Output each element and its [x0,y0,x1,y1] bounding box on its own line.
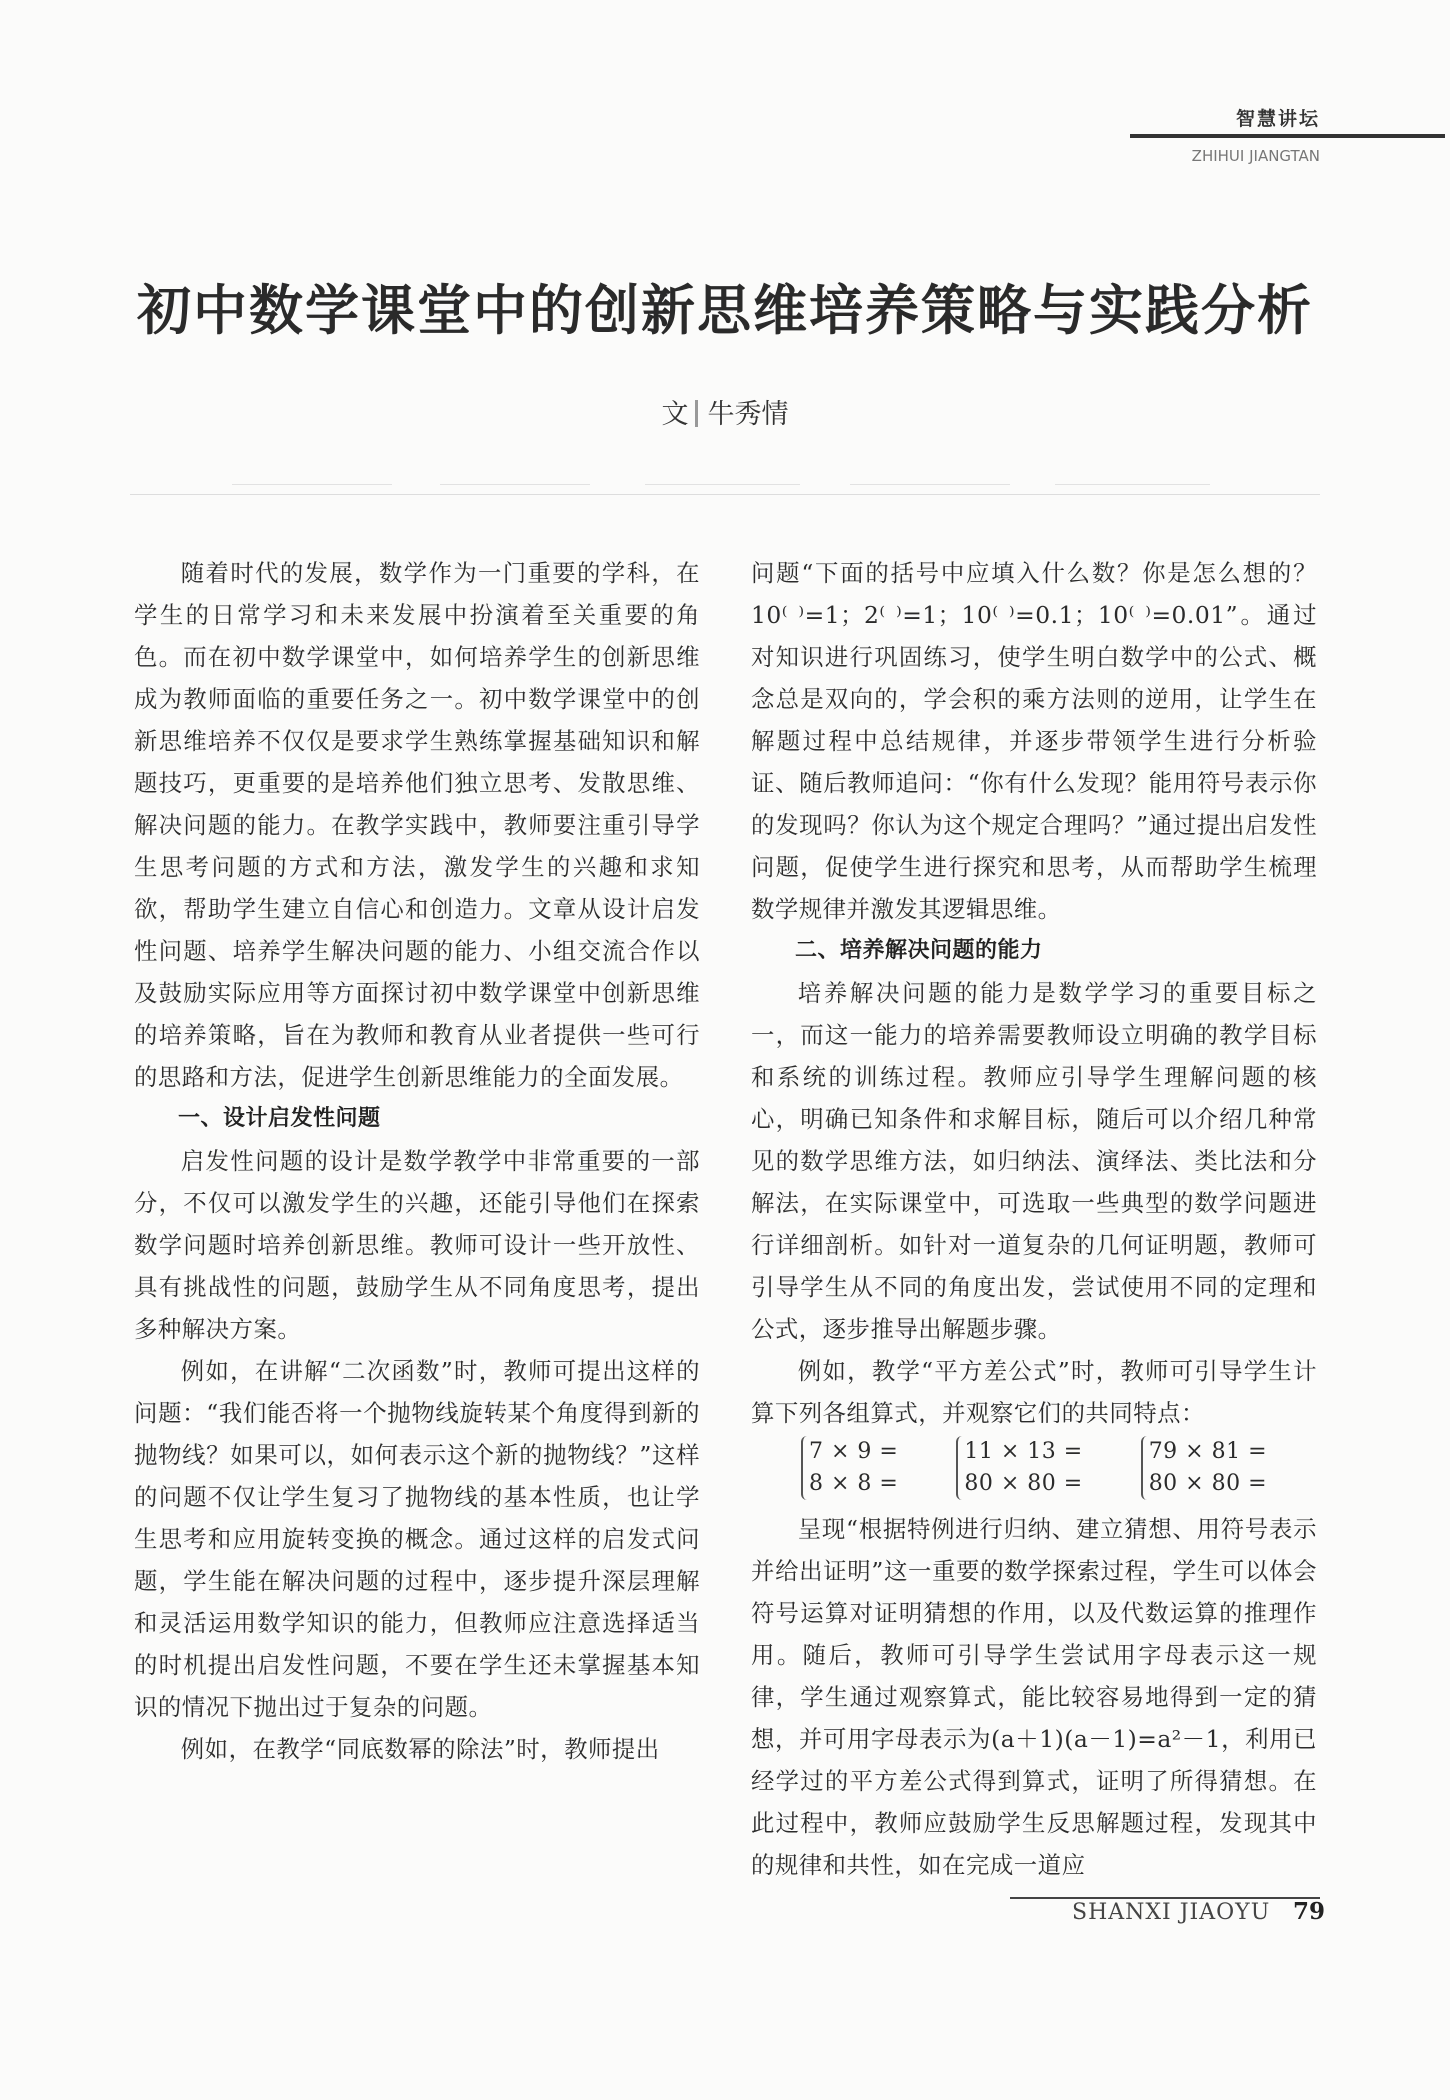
title-separator [130,494,1320,495]
header-rule [1130,134,1445,138]
paragraph: 例如，教学“平方差公式”时，教师可引导学生计算下列各组算式，并观察它们的共同特点： [751,1357,1317,1427]
paragraph: 例如，在讲解“二次函数”时，教师可提出这样的问题：“我们能否将一个抛物线旋转某个角度得到新的抛物线？如果可以，如何表示这个新的抛物线？”这样的问题不仅让学生复习了抛物线的基本性质，也让学生思考和应用旋转变换的概念。通过这样的启发式问题，学生能在解决问题的过程中，逐步提升深层理解和灵活运用数学知识的能力，但教师应注意选择适当的时机提出启发性问题，不要在学生还未掌握基本知识的情况下抛出过于复杂的问题。 [134,1357,700,1721]
math-expression: 11 × 13 = [964,1439,1083,1464]
math-expression: 79 × 81 = [1148,1439,1268,1464]
column-header-en: ZHIHUI JIANGTAN [1191,147,1320,165]
separator-segment [645,484,800,485]
math-group [956,1436,1082,1500]
paragraph: 例如，在教学“同底数幂的除法”时，教师提出 [180,1735,660,1763]
page-number: 79 [1293,1898,1326,1925]
separator-segment [1055,484,1210,485]
paragraph: 呈现“根据特例进行归纳、建立猜想、用符号表示并给出证明”这一重要的数学探索过程，学生可以体会符号运算对证明猜想的作用，以及代数运算的推理作用。随后，教师可引导学生尝试用字母表示这一规律，学生通过观察算式，能比较容易地得到一定的猜想，并可用字母表示为(a＋1)(a－1)=a²－1，利用已经学过的平方差公式得到算式，证明了所得猜想。在此过程中，教师应鼓励学生反思解题过程，发现其中的规律和共性，如在完成一道应 [751,1515,1317,1879]
math-expression: 7 × 9 = [809,1439,899,1464]
math-expression: 8 × 8 = [809,1471,899,1496]
separator-segment [440,484,590,485]
footer-journal-name: SHANXI JIAOYU [1072,1900,1271,1925]
math-expression: 80 × 80 = [1148,1471,1268,1496]
article-title: 初中数学课堂中的创新思维培养策略与实践分析 [137,279,1313,342]
math-expression-groups [751,1436,1317,1500]
left-column [134,552,700,1770]
paragraph: 启发性问题的设计是数学教学中非常重要的一部分，不仅可以激发学生的兴趣，还能引导他们在探索数学问题时培养创新思维。教师可设计一些开放性、具有挑战性的问题，鼓励学生从不同角度思考，提出多种解决方案。 [134,1147,700,1343]
author-name: 牛秀情 [707,399,789,430]
separator-segment [232,484,392,485]
right-column [751,552,1317,1886]
paragraph: 培养解决问题的能力是数学学习的重要目标之一，而这一能力的培养需要教师设立明确的教学目标和系统的训练过程。教师应引导学生理解问题的核心，明确已知条件和求解目标，随后可以介绍几种常见的数学思维方法，如归纳法、演绎法、类比法和分解法，在实际课堂中，可选取一些典型的数学问题进行详细剖析。如针对一道复杂的几何证明题，教师可引导学生从不同的角度出发，尝试使用不同的定理和公式，逐步推导出解题步骤。 [751,979,1317,1343]
math-group [1141,1436,1267,1500]
intro-paragraph: 随着时代的发展，数学作为一门重要的学科，在学生的日常学习和未来发展中扮演着至关重要的角色。而在初中数学课堂中，如何培养学生的创新思维成为教师面临的重要任务之一。初中数学课堂中的创新思维培养不仅仅是要求学生熟练掌握基础知识和解题技巧，更重要的是培养他们独立思考、发散思维、解决问题的能力。在教学实践中，教师要注重引导学生思考问题的方式和方法，激发学生的兴趣和求知欲，帮助学生建立自信心和创造力。文章从设计启发性问题、培养学生解决问题的能力、小组交流合作以及鼓励实际应用等方面探讨初中数学课堂中创新思维的培养策略，旨在为教师和教育从业者提供一些可行的思路和方法，促进学生创新思维能力的全面发展。 [134,559,700,1091]
byline-prefix: 文 [661,399,689,430]
byline [0,392,1450,431]
separator-segment [850,484,1010,485]
column-header-cn: 智慧讲坛 [1235,108,1320,130]
byline-divider [695,400,698,427]
math-group [801,1436,898,1500]
footer-rule [1010,1897,1320,1899]
math-expression: 80 × 80 = [964,1471,1083,1496]
section-heading-1: 一、设计启发性问题 [178,1106,381,1131]
section-heading-2: 二、培养解决问题的能力 [795,938,1043,963]
paragraph: 问题“下面的括号中应填入什么数？你是怎么想的？10⁽ ⁾=1；2⁽ ⁾=1；10⁽ ⁾=0.1；10⁽ ⁾=0.01”。通过对知识进行巩固练习，使学生明白数学中的公式、概念总是双向的，学会积的乘方法则的逆用，让学生在解题过程中总结规律，并逐步带领学生进行分析验证、随后教师追问：“你有什么发现？能用符号表示你的发现吗？你认为这个规定合理吗？”通过提出启发性问题，促使学生进行探究和思考，从而帮助学生梳理数学规律并激发其逻辑思维。 [751,559,1317,923]
